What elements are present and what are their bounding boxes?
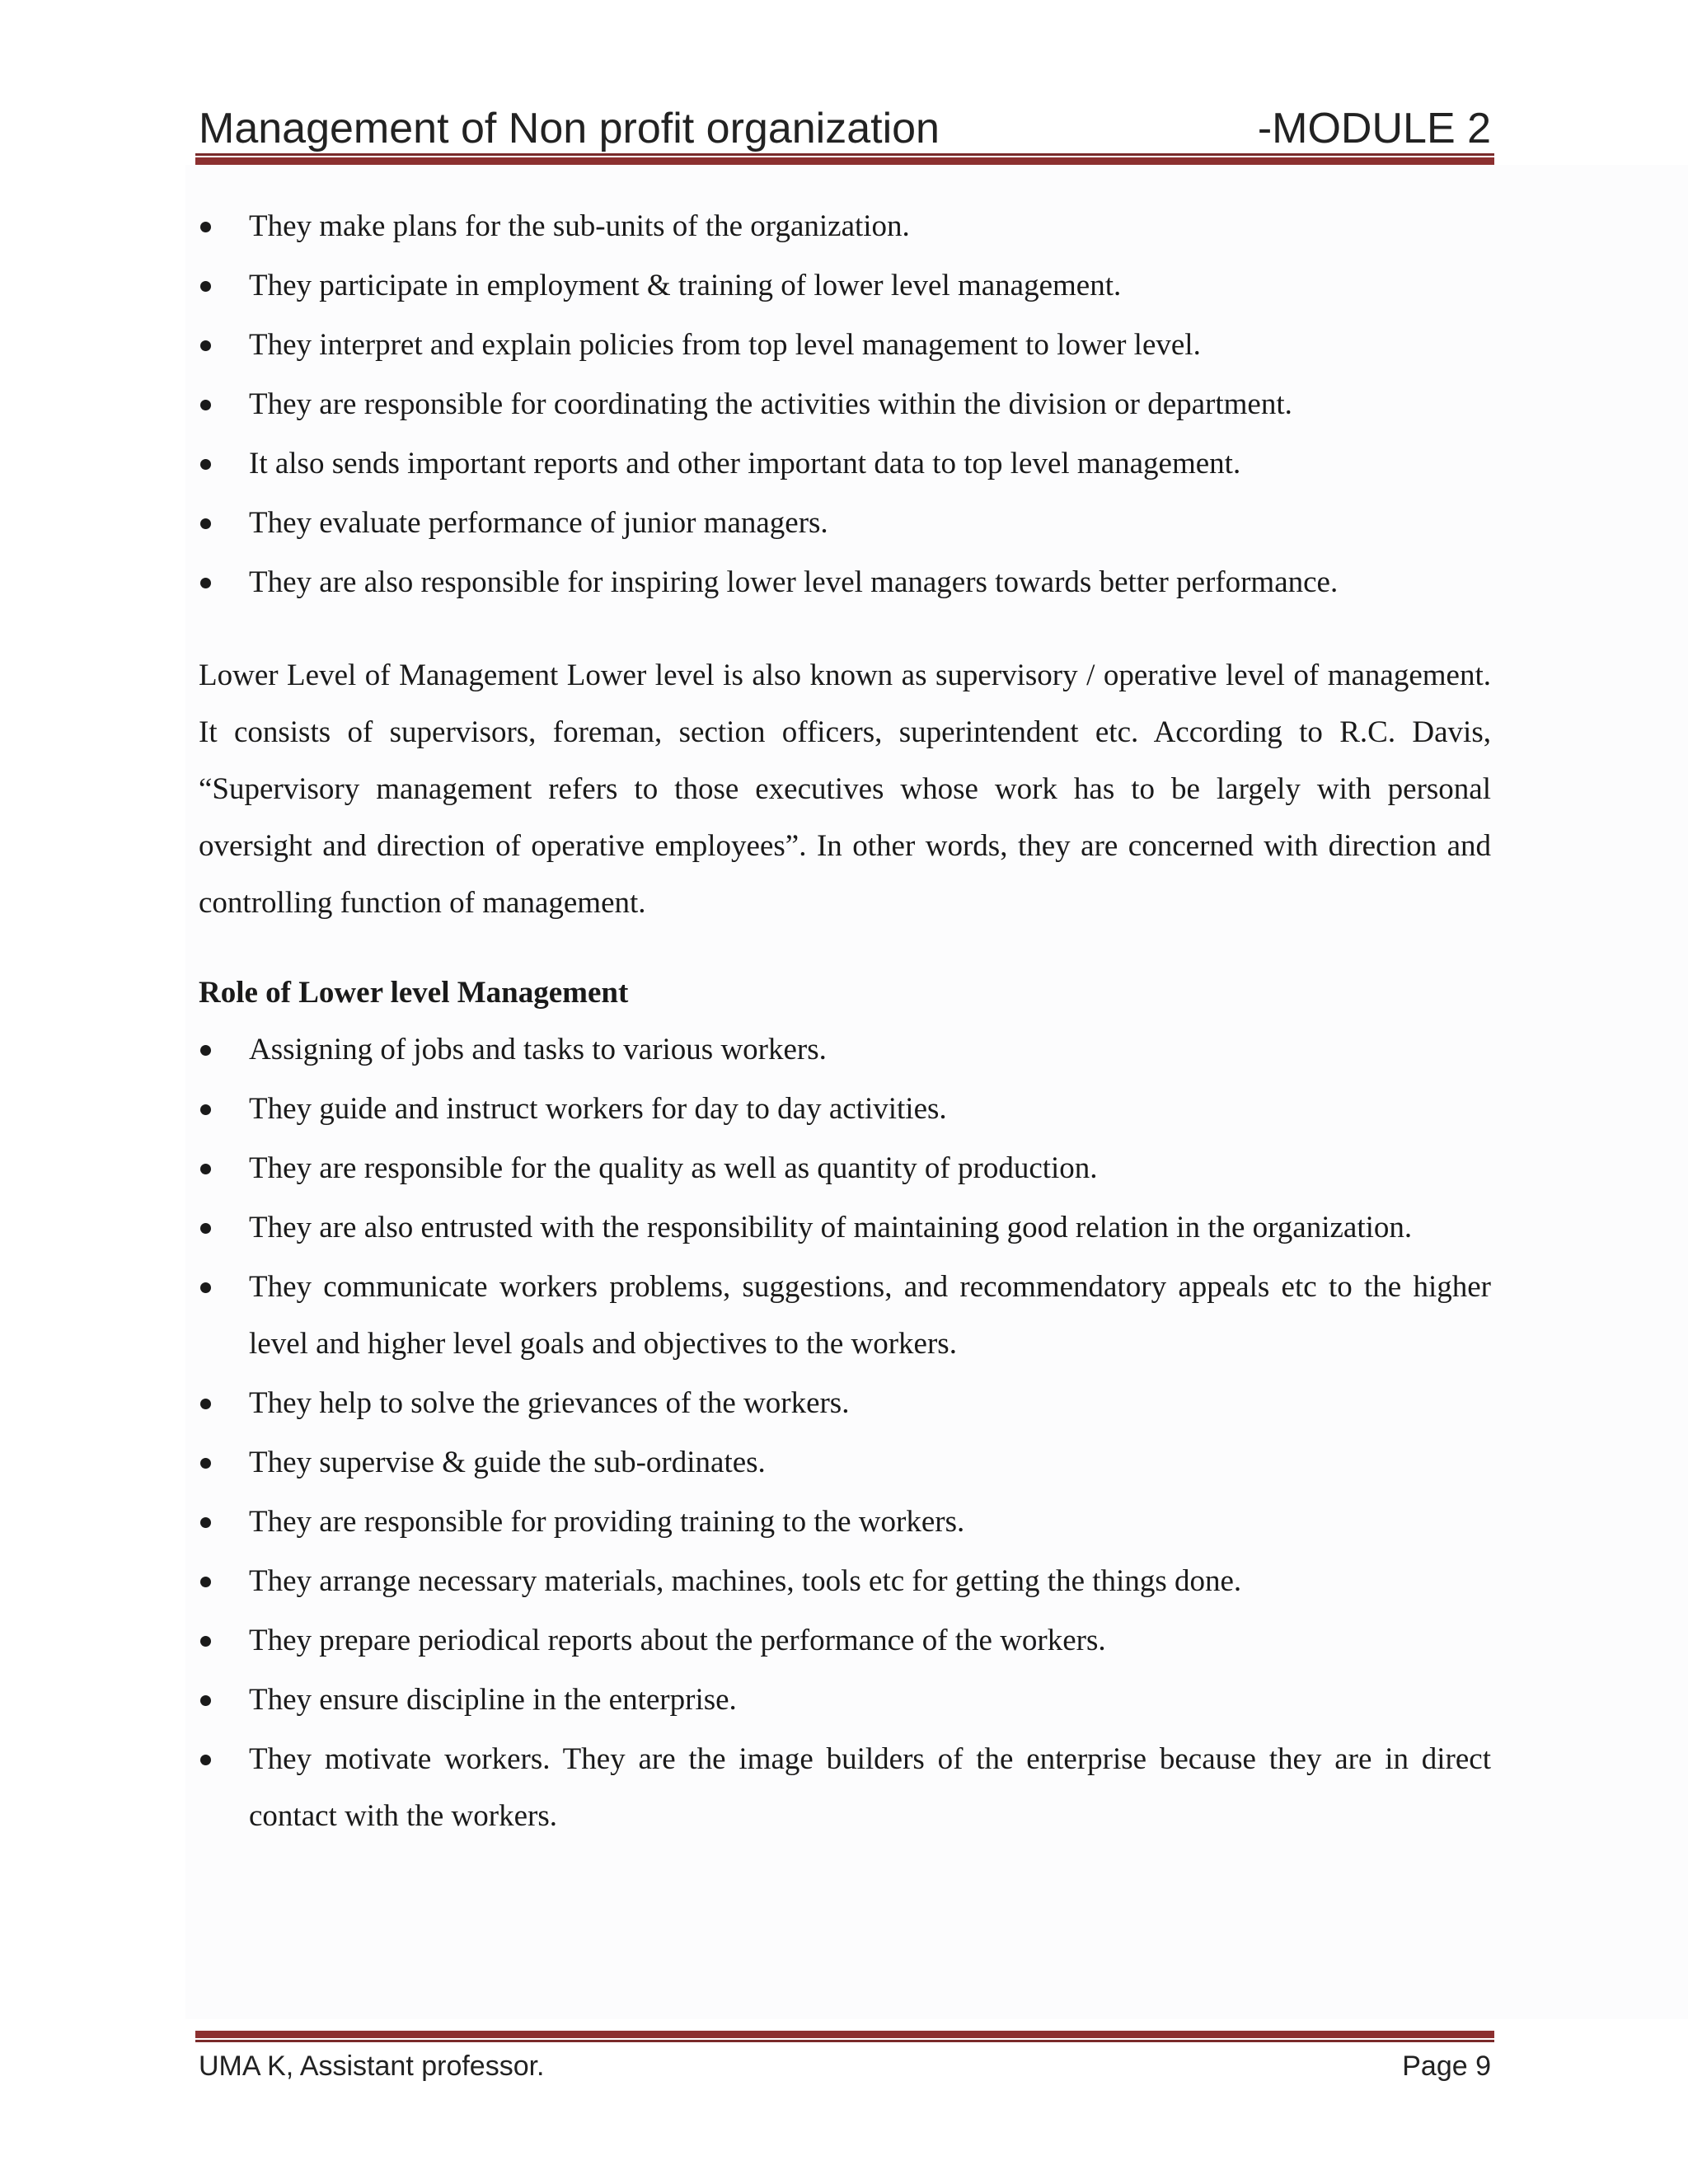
list-item	[199, 494, 1491, 551]
list-item-text: They are also entrusted with the responsibility of maintaining good relation in the organization.	[249, 1211, 1413, 1244]
list-item	[199, 1140, 1491, 1197]
bullet-icon	[200, 1045, 211, 1056]
list-item-text: They interpret and explain policies from top level management to lower level.	[249, 328, 1201, 362]
bullet-icon	[200, 1164, 211, 1174]
lower-level-roles-list	[199, 1021, 1491, 1844]
bullet-icon	[200, 281, 211, 292]
bullet-icon	[200, 222, 211, 232]
lower-level-paragraph: Lower Level of Management Lower level is also known as supervisory / operative level of management. It consists of supervisors, foreman, section officers, superintendent etc. According to R.C. Davis, “Supervisory management refers to those executives whose work has to be largely with personal oversight and direction of operative employees”. In other words, they are concerned with direction and controlling function of management.	[199, 658, 1491, 920]
list-item	[199, 1434, 1491, 1491]
list-item-text: They participate in employment & training of lower level management.	[249, 269, 1122, 302]
bullet-icon	[200, 400, 211, 410]
list-item-text: They are responsible for the quality as well as quantity of production.	[249, 1151, 1098, 1185]
list-item-text: They are responsible for coordinating the activities within the division or department.	[249, 387, 1292, 421]
list-item	[199, 1375, 1491, 1432]
list-item-text: They are also responsible for inspiring lower level managers towards better performance.	[249, 565, 1339, 599]
list-item-text: They ensure discipline in the enterprise.	[249, 1683, 737, 1717]
header-rule-thick	[195, 157, 1494, 165]
bullet-icon	[200, 1458, 211, 1469]
footer-author: UMA K, Assistant professor.	[199, 2050, 545, 2082]
page-header	[199, 97, 1491, 155]
list-item	[199, 1258, 1491, 1372]
list-item	[199, 1671, 1491, 1728]
bullet-icon	[200, 1282, 211, 1293]
bullet-icon	[200, 1223, 211, 1234]
list-item-text: They are responsible for providing training to the workers.	[249, 1505, 965, 1539]
bullet-icon	[200, 518, 211, 529]
list-item-text: It also sends important reports and other important data to top level management.	[249, 447, 1241, 480]
list-item-text: Assigning of jobs and tasks to various workers.	[249, 1033, 827, 1066]
list-item	[199, 1612, 1491, 1669]
list-item	[199, 257, 1491, 314]
page-footer	[199, 2050, 1491, 2092]
list-item	[199, 435, 1491, 492]
list-item	[199, 1021, 1491, 1078]
list-item-text: They guide and instruct workers for day to day activities.	[249, 1092, 947, 1126]
list-item	[199, 554, 1491, 611]
bullet-icon	[200, 1755, 211, 1765]
bullet-icon	[200, 1104, 211, 1115]
bullet-icon	[200, 578, 211, 588]
list-item-text: They evaluate performance of junior managers.	[249, 506, 828, 540]
list-item-text: They arrange necessary materials, machines, tools etc for getting the things done.	[249, 1564, 1242, 1598]
page-body	[199, 198, 1491, 1847]
bullet-icon	[200, 1517, 211, 1528]
list-item	[199, 198, 1491, 255]
list-item-text: They communicate workers problems, suggestions, and recommendatory appeals etc to the higher level and higher level goals and objectives to the workers.	[249, 1270, 1491, 1361]
list-item	[199, 316, 1491, 373]
bullet-icon	[200, 1577, 211, 1587]
bullet-icon	[200, 459, 211, 470]
list-item-text: They help to solve the grievances of the workers.	[249, 1386, 850, 1420]
list-item	[199, 1493, 1491, 1550]
header-title: Management of Non profit organization	[199, 105, 940, 152]
header-module: -MODULE 2	[1257, 105, 1491, 152]
middle-level-roles-list	[199, 198, 1491, 611]
list-item-text: They make plans for the sub-units of the organization.	[249, 209, 910, 243]
list-item-text: They motivate workers. They are the image builders of the enterprise because they are in direct contact with the workers.	[249, 1742, 1491, 1833]
list-item	[199, 1080, 1491, 1137]
list-item-text: They supervise & guide the sub-ordinates.	[249, 1446, 766, 1479]
section-heading: Role of Lower level Management	[199, 976, 629, 1010]
bullet-icon	[200, 1695, 211, 1706]
footer-rule-thin	[195, 2040, 1494, 2042]
list-item	[199, 376, 1491, 433]
list-item-text: They prepare periodical reports about the performance of the workers.	[249, 1624, 1106, 1657]
bullet-icon	[200, 340, 211, 351]
bullet-icon	[200, 1399, 211, 1409]
list-item	[199, 1553, 1491, 1610]
list-item	[199, 1731, 1491, 1844]
list-item	[199, 1199, 1491, 1256]
header-rule-thin	[195, 153, 1494, 156]
footer-rule-thick	[195, 2031, 1494, 2038]
bullet-icon	[200, 1636, 211, 1647]
page-number: Page 9	[1402, 2050, 1491, 2082]
